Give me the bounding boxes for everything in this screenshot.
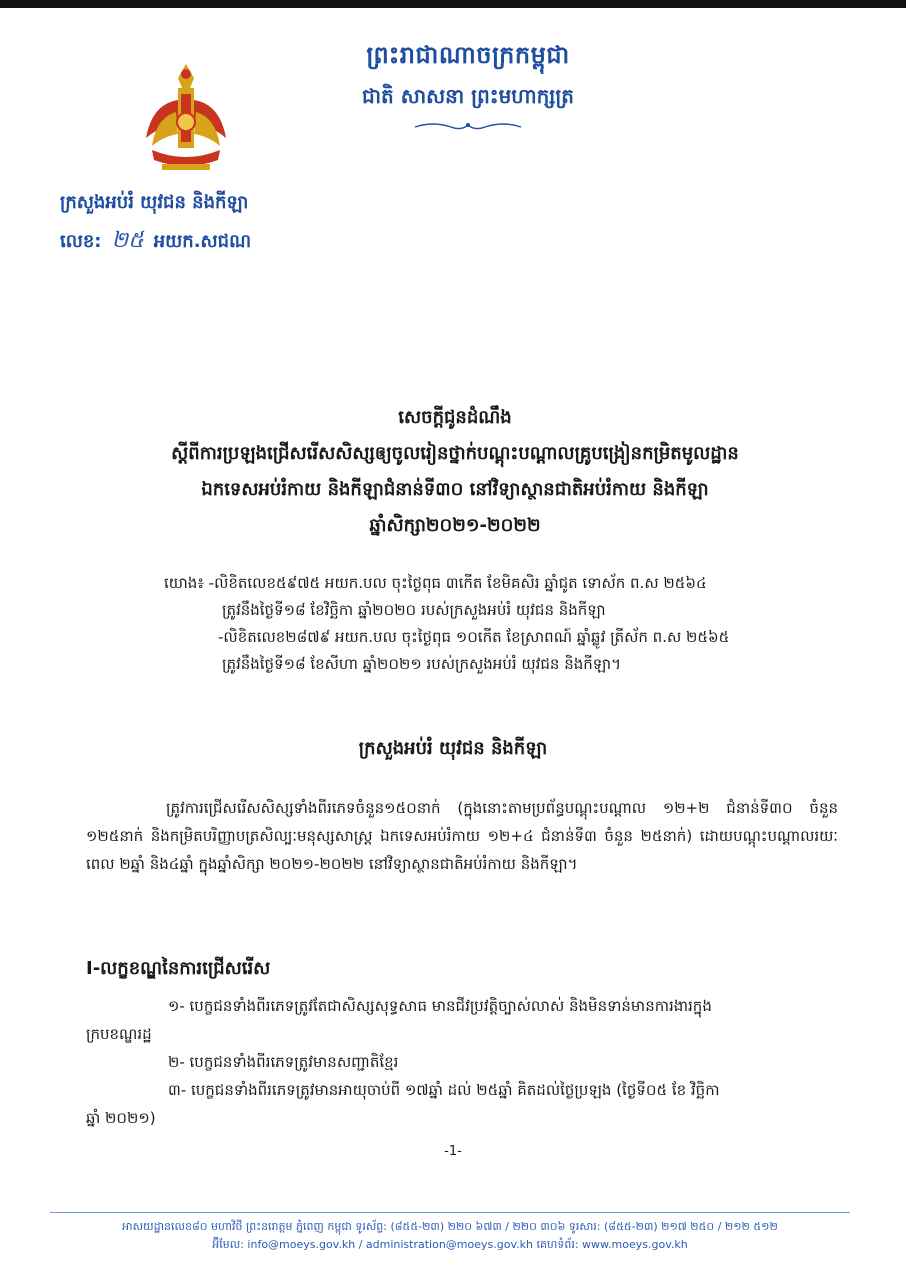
footer-address: អាសយដ្ឋានលេខ៨០ មហាវិថី ព្រះនរោត្តម ភ្នំពេញ កម្ពុជា ទូរស័ព្ទ: (៨៥៥-២៣) ២២០ ៦៧៣ / ២២០ ៣០៦ ទូរសារ: (៨៥៥-២៣) ២១៧ ២៥០ / ២១២ ៥១២ (122, 1220, 778, 1233)
reference-line-4: ត្រូវនឹងថ្ងៃទី១៨ ខែសីហា ឆ្នាំ២០២១ របស់ក្រសួងអប់រំ យុវជន និងកីឡា។ (222, 655, 621, 673)
criteria-list (86, 992, 838, 1132)
ministry-emblem-icon (138, 60, 234, 178)
footer-rule (50, 1212, 850, 1213)
title-line-4: ឆ្នាំសិក្សា២០២១-២០២២ (369, 515, 541, 536)
flourish-ornament (413, 119, 523, 133)
reference-number (60, 226, 251, 258)
reference-line-2: ត្រូវនឹងថ្ងៃទី១៨ ខែវិច្ឆិកា ឆ្នាំ២០២០ របស់ក្រសួងអប់រំ យុវជន និងកីឡា (222, 601, 606, 619)
ministry-heading: ក្រសួងអប់រំ យុវជន និងកីឡា (358, 738, 548, 759)
ref-label: លេខ: (60, 231, 102, 252)
notice-title (100, 400, 810, 544)
title-line-1: សេចក្តីជូនដំណឹង (398, 407, 512, 428)
footer (50, 1218, 850, 1254)
criteria-item-2: ២- បេក្ខជនទាំងពីរភេទត្រូវមានសញ្ជាតិខ្មែរ (168, 1053, 399, 1071)
reference-line-1: យោង៖ -លិខិតលេខ៥៩៧៥ អយក.បល ចុះថ្ងៃពុធ ៣កើត ខែមិគសិរ ឆ្នាំជូត ទោស័ក ព.ស ២៥៦៤ (164, 574, 707, 592)
footer-contact: អ៊ីមែល: info@moeys.gov.kh / administration@moeys.gov.kh គេហទំព័រ: www.moeys.gov.kh (212, 1238, 688, 1251)
criteria-item-3: ៣- បេក្ខជនទាំងពីរភេទត្រូវមានអាយុចាប់ពី ១៧ឆ្នាំ ដល់ ២៥ឆ្នាំ គិតដល់ថ្ងៃប្រឡង (ថ្ងៃទី០៥ ខែ វិច្ឆិកា (168, 1081, 720, 1099)
criteria-item-3-cont: ឆ្នាំ ២០២១) (86, 1109, 156, 1127)
title-line-2: ស្តីពីការប្រឡងជ្រើសរើសសិស្សឲ្យចូលរៀនថ្នាក់បណ្តុះបណ្តាលគ្រូបង្រៀនកម្រិតមូលដ្ឋាន (171, 443, 739, 464)
ref-suffix: អយក.សជណ (153, 231, 252, 252)
ref-number-handwritten: ២៥ (111, 228, 144, 253)
top-rule (0, 0, 906, 8)
criteria-heading: I-លក្ខខណ្ឌនៃការជ្រើសរើស (86, 958, 271, 979)
body-paragraph (86, 794, 838, 878)
criteria-item-1: ១- បេក្ខជនទាំងពីរភេទត្រូវតែជាសិស្សសុទ្ធសាធ មានជីវប្រវត្តិច្បាស់លាស់ និងមិនទាន់មានការងារក្នុង (168, 997, 712, 1015)
criteria-item-1-cont: ក្របខណ្ឌរដ្ឋ (86, 1025, 152, 1043)
title-line-3: ឯកទេសអប់រំកាយ និងកីឡាជំនាន់ទី៣០ នៅវិទ្យាស្ថានជាតិអប់រំកាយ និងកីឡា (201, 479, 709, 500)
page-number: -1- (444, 1144, 462, 1159)
ministry-name: ក្រសួងអប់រំ យុវជន និងកីឡា (60, 192, 249, 213)
national-motto: ជាតិ សាសនា ព្រះមហាក្សត្រ (362, 84, 574, 108)
references-block (164, 570, 844, 678)
kingdom-title: ព្រះរាជាណាចក្រកម្ពុជា (366, 41, 570, 69)
body-text: ត្រូវការជ្រើសរើសសិស្សទាំងពីរភេទចំនួន១៥០នាក់ (ក្នុងនោះតាមប្រព័ន្ធបណ្តុះបណ្តាល ១២+២ ជំនាន់ទី៣០ ចំនួន ១២៥នាក់ និងកម្រិតបរិញ្ញាបត្រសិល្បៈមនុស្សសាស្ត្រ ឯកទេសអប់រំកាយ ១២+៤ ជំនាន់ទី៣ ចំនួន ២៥នាក់) ដោយបណ្តុះបណ្តាលរយៈពេល ២ឆ្នាំ និង៤ឆ្នាំ ក្នុងឆ្នាំសិក្សា ២០២១-២០២២ នៅវិទ្យាស្ថានជាតិអប់រំកាយ និងកីឡា។ (86, 799, 838, 873)
reference-line-3: -លិខិតលេខ២៨៧៩ អយក.បល ចុះថ្ងៃពុធ ១០កើត ខែស្រាពណ៍ ឆ្នាំឆ្លូវ ត្រីស័ក ព.ស ២៥៦៥ (218, 628, 730, 646)
kingdom-header (318, 40, 618, 133)
